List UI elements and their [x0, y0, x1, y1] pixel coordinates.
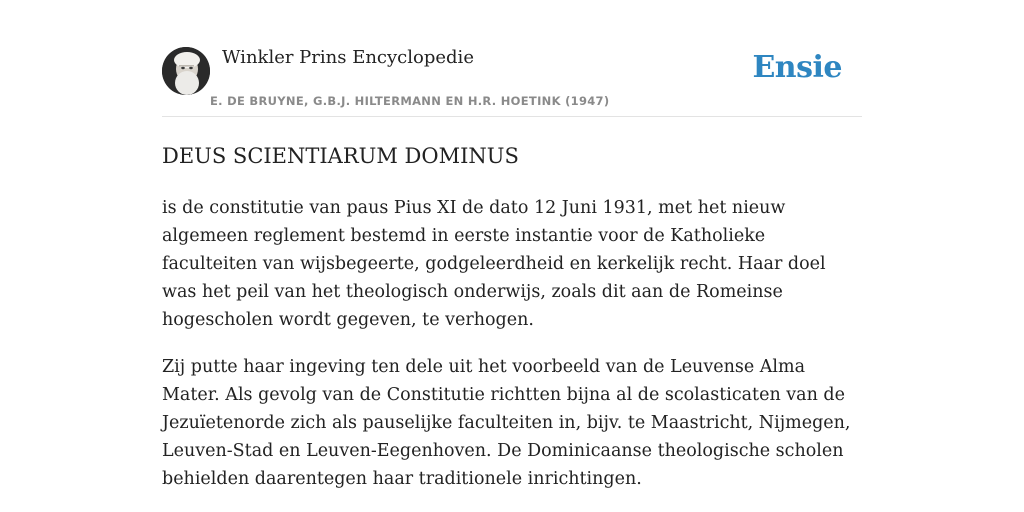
article-title: DEUS SCIENTIARUM DOMINUS [162, 144, 519, 168]
article-paragraph: Zij putte haar ingeving ten dele uit het voorbeeld van de Leuvense Alma Mater. Als gevolg van de Constitutie richtten bijna al de scolasticaten van de Jezuïetenorde zich als pauselijke faculteiten in, bijv. te Maastricht, Nijmegen, Leuven-Stad en Leuven-Eegenhoven. De Dominicaanse theologische scholen behielden daarentegen haar traditionele inrichtingen. [162, 357, 851, 489]
author-portrait-icon [162, 47, 210, 95]
author-avatar [162, 47, 210, 95]
source-header [162, 42, 862, 117]
ensie-logo[interactable]: Ensie [752, 50, 842, 85]
source-title[interactable]: Winkler Prins Encyclopedie [222, 47, 474, 68]
source-authors: E. DE BRUYNE, G.B.J. HILTERMANN EN H.R. HOETINK (1947) [210, 94, 610, 108]
article-paragraph: is de constitutie van paus Pius XI de dato 12 Juni 1931, met het nieuw algemeen reglement bestemd in eerste instantie voor de Katholieke faculteiten van wijsbegeerte, godgeleerdheid en kerkelijk recht. Haar doel was het peil van het theologisch onderwijs, zoals dit aan de Romeinse hogescholen wordt gegeven, te verhogen. [162, 198, 826, 330]
article-card [162, 42, 862, 493]
